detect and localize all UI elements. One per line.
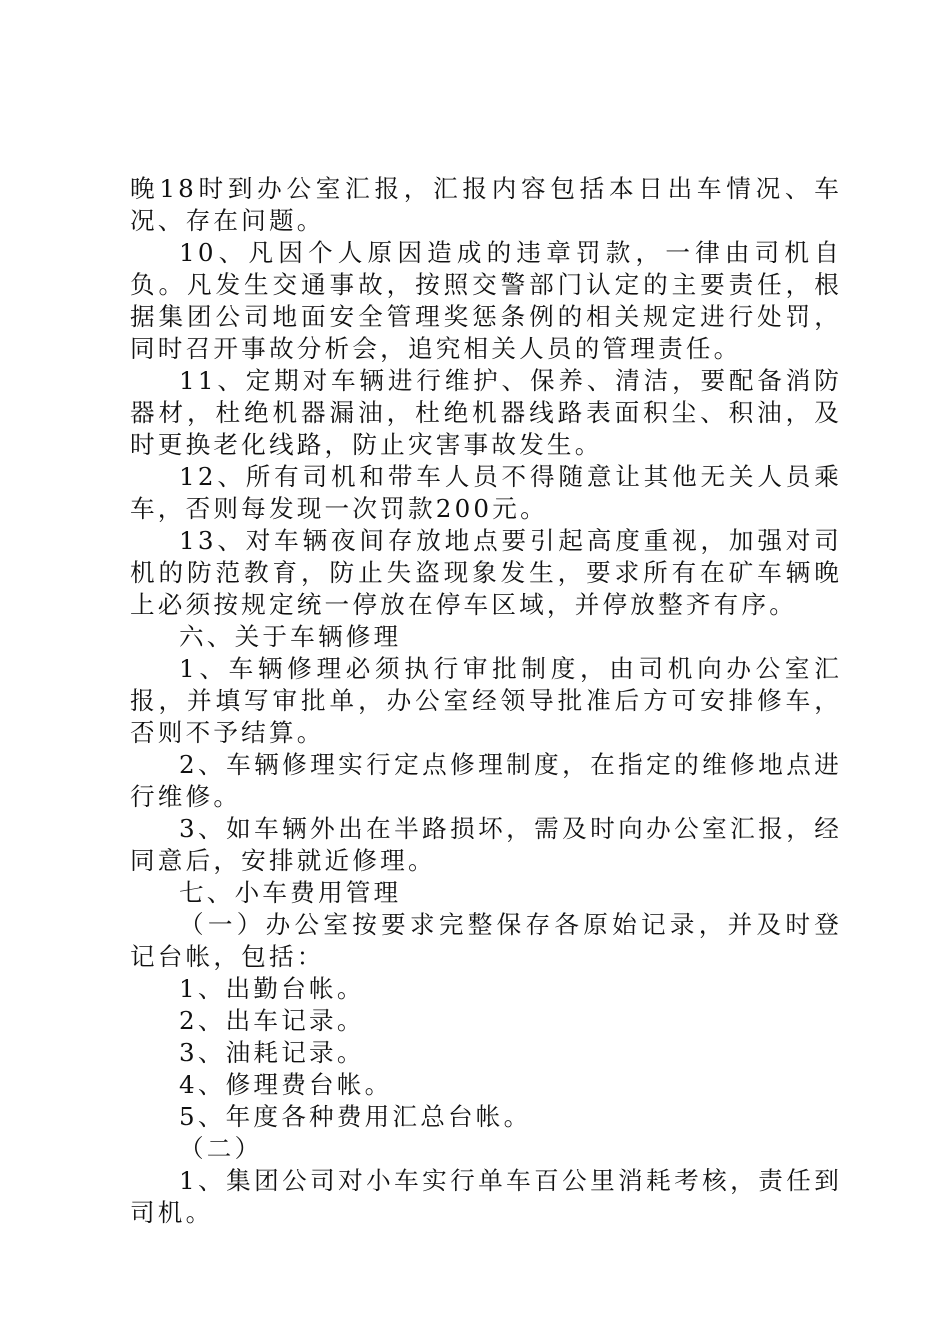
paragraph-expenses-part-2: （二） <box>179 1134 263 1163</box>
paragraph-expenses-part-1: （一）办公室按要求完整保存各原始记录，并及时登记台帐，包括： <box>130 910 842 971</box>
list-item-attendance-ledger: 1、出勤台帐。 <box>179 974 365 1003</box>
paragraph-item-11: 11、定期对车辆进行维护、保养、清洁，要配备消防器材，杜绝机器漏油，杜绝机器线路表面积尘、积油，及时更换老化线路，防止灾害事故发生。 <box>130 366 842 459</box>
list-item-trip-records: 2、出车记录。 <box>179 1006 365 1035</box>
paragraph-item-10: 10、凡因个人原因造成的违章罚款，一律由司机自负。凡发生交通事故，按照交警部门认定的主要责任，根据集团公司地面安全管理奖惩条例的相关规定进行处罚，同时召开事故分析会，追究相关人员的管理责任。 <box>130 238 842 363</box>
paragraph-repair-2: 2、车辆修理实行定点修理制度，在指定的维修地点进行维修。 <box>130 750 842 811</box>
document-body <box>130 173 842 1229</box>
paragraph-report-time: 晚18时到办公室汇报，汇报内容包括本日出车情况、车况、存在问题。 <box>130 174 842 235</box>
paragraph-item-13: 13、对车辆夜间存放地点要引起高度重视，加强对司机的防范教育，防止失盗现象发生，要求所有在矿车辆晚上必须按规定统一停放在停车区域，并停放整齐有序。 <box>130 526 842 619</box>
paragraph-consumption-assessment: 1、集团公司对小车实行单车百公里消耗考核，责任到司机。 <box>130 1166 842 1227</box>
paragraph-item-12: 12、所有司机和带车人员不得随意让其他无关人员乘车，否则每发现一次罚款200元。 <box>130 462 842 523</box>
list-item-annual-summary: 5、年度各种费用汇总台帐。 <box>179 1102 532 1131</box>
list-item-fuel-records: 3、油耗记录。 <box>179 1038 365 1067</box>
list-item-repair-ledger: 4、修理费台帐。 <box>179 1070 393 1099</box>
paragraph-repair-1: 1、车辆修理必须执行审批制度，由司机向办公室汇报，并填写审批单，办公室经领导批准后方可安排修车，否则不予结算。 <box>130 654 842 747</box>
section-heading-car-expenses: 七、小车费用管理 <box>179 878 402 907</box>
paragraph-repair-3: 3、如车辆外出在半路损坏，需及时向办公室汇报，经同意后，安排就近修理。 <box>130 814 842 875</box>
section-heading-vehicle-repair: 六、关于车辆修理 <box>179 622 402 651</box>
